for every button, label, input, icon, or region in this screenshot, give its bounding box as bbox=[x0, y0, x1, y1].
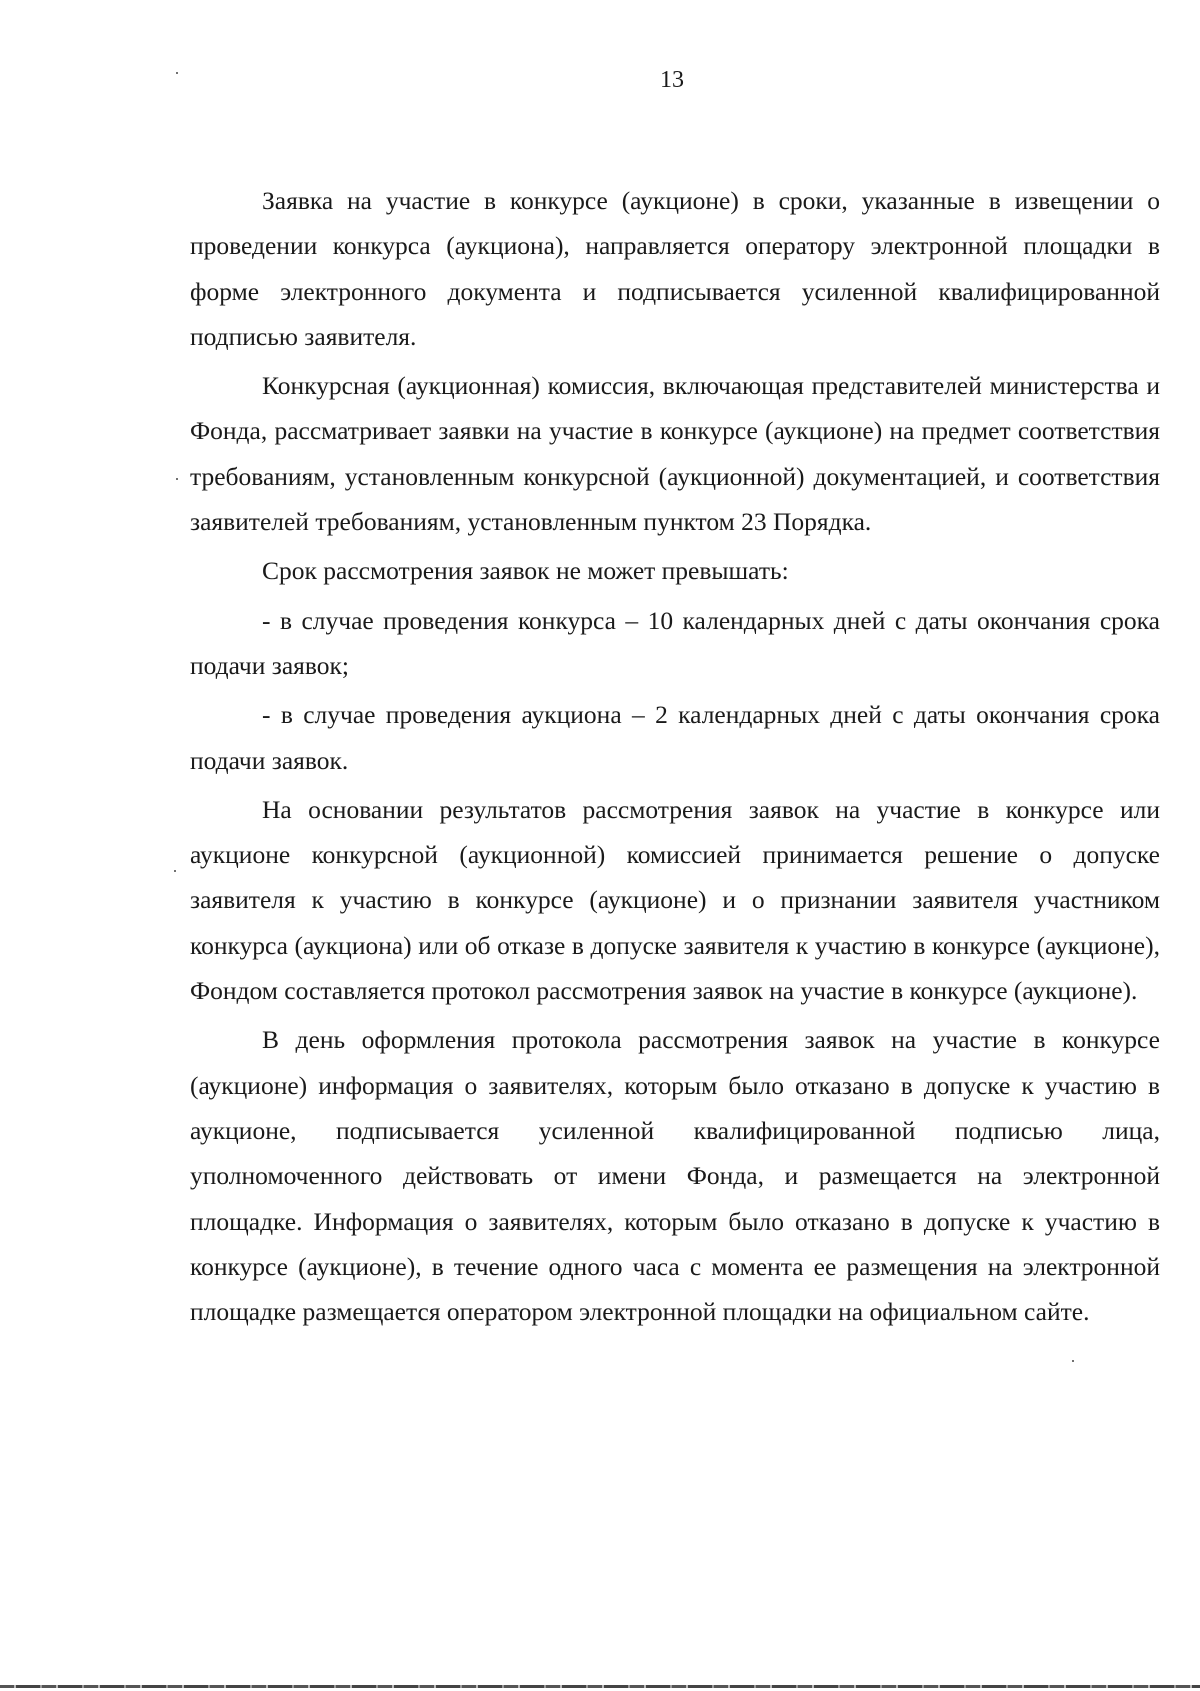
page-number: 13 bbox=[660, 67, 684, 93]
paragraph-review-term: Срок рассмотрения заявок не может превышать: bbox=[262, 556, 789, 586]
document-body bbox=[190, 178, 1160, 1334]
scan-speck bbox=[176, 72, 178, 74]
paragraph-auction-term: - в случае проведения аукциона – 2 календарных дней с даты окончания срока подачи заявок. bbox=[190, 700, 1160, 775]
scan-speck bbox=[176, 478, 178, 480]
paragraph-commission-review: Конкурсная (аукционная) комиссия, включающая представителей министерства и Фонда, рассматривает заявки на участие в конкурсе (аукционе) на предмет соответствия требованиям, установленным конкурсной (аукционной) документацией, и соответствия заявителей требованиям, установленным пунктом 23 Порядка. bbox=[190, 371, 1160, 537]
scan-bottom-edge bbox=[0, 1685, 1200, 1688]
paragraph-application-submission: Заявка на участие в конкурсе (аукционе) в сроки, указанные в извещении о проведении конкурса (аукциона), направляется оператору электронной площадки в форме электронного документа и подписывается усиленной квалифицированной подписью заявителя. bbox=[190, 186, 1160, 351]
paragraph-refusal-publication: В день оформления протокола рассмотрения заявок на участие в конкурсе (аукционе) информация о заявителях, которым было отказано в допуске к участию в аукционе, подписывается усиленной квалифицированной подписью лица, уполномоченного действовать от имени Фонда, и размещается на электронной площадке. Информация о заявителях, которым было отказано в допуске к участию в конкурсе (аукционе), в течение одного часа с момента ее размещения на электронной площадке размещается оператором электронной площадки на официальном сайте. bbox=[190, 1025, 1160, 1327]
paragraph-admission-decision: На основании результатов рассмотрения заявок на участие в конкурсе или аукционе конкурсной (аукционной) комиссией принимается решение о допуске заявителя к участию в конкурсе (аукционе) и о признании заявителя участником конкурса (аукциона) или об отказе в допуске заявителя к участию в конкурсе (аукционе), Фондом составляется протокол рассмотрения заявок на участие в конкурсе (аукционе). bbox=[190, 794, 1160, 1006]
scan-speck bbox=[174, 870, 176, 872]
scan-speck bbox=[1072, 1360, 1074, 1362]
paragraph-contest-term: - в случае проведения конкурса – 10 календарных дней с даты окончания срока подачи заявок; bbox=[190, 605, 1160, 680]
